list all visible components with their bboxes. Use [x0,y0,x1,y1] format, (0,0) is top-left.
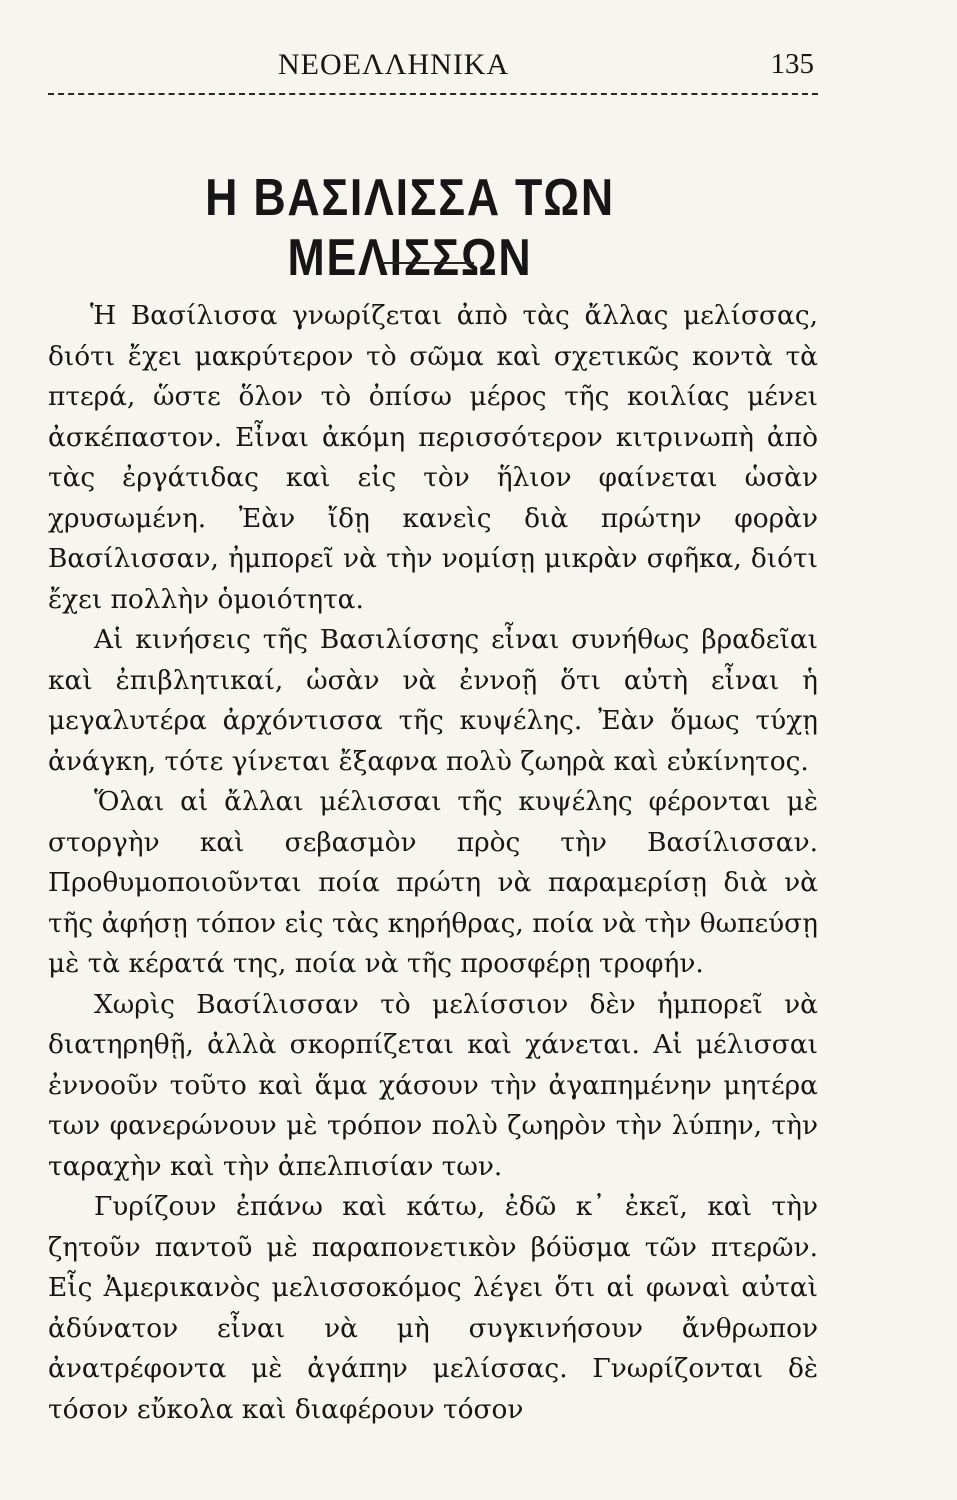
paragraph: Ἡ Βασίλισσα γνωρίζεται ἀπὸ τὰς ἄλλας μελίσσας, διότι ἔχει μακρύτερον τὸ σῶμα καὶ σχετικῶς κοντὰ τὰ πτερά, ὥστε ὅλον τὸ ὀπίσω μέρος τῆς κοιλίας μένει ἀσκέπαστον. Εἶναι ἀκόμη περισσότερον κιτρινωπὴ ἀπὸ τὰς ἐργάτιδας καὶ εἰς τὸν ἥλιον φαίνεται ὡσὰν χρυσωμένη. Ἐὰν ἴδῃ κανεὶς διὰ πρώτην φορὰν Βασίλισσαν, ἠμπορεῖ νὰ τὴν νομίσῃ μικρὰν σφῆκα, διότι ἔχει πολλὴν ὁμοιότητα. [48,300,818,615]
header-rule [48,93,818,95]
paragraph: Γυρίζουν ἐπάνω καὶ κάτω, ἐδῶ κ᾽ ἐκεῖ, καὶ τὴν ζητοῦν παντοῦ μὲ παραπονετικὸν βόϋσμα τῶν πτερῶν. Εἷς Ἀμερικανὸς μελισσοκόμος λέγει ὅτι αἱ φωναὶ αὐταὶ ἀδύνατον εἶναι νὰ μὴ συγκινήσουν ἄνθρωπον ἀνατρέφοντα μὲ ἀγάπην μελίσσας. Γνωρίζονται δὲ τόσον εὔκολα καὶ διαφέρουν τόσον [48,1191,818,1425]
article-body [48,296,818,1430]
paragraph: Ὅλαι αἱ ἄλλαι μέλισσαι τῆς κυψέλης φέρονται μὲ στοργὴν καὶ σεβασμὸν πρὸς τὴν Βασίλισσαν. Προθυμοποιοῦνται ποία πρώτη νὰ παραμερίσῃ διὰ νὰ τῆς ἀφήσῃ τόπον εἰς τὰς κηρήθρας, ποία νὰ τὴν θωπεύσῃ μὲ τὰ κέρατά της, ποία νὰ τῆς προσφέρῃ τροφήν. [48,786,818,979]
paragraph: Αἱ κινήσεις τῆς Βασιλίσσης εἶναι συνήθως βραδεῖαι καὶ ἐπιβλητικαί, ὡσὰν νὰ ἐννοῇ ὅτι αὐτὴ εἶναι ἡ μεγαλυτέρα ἀρχόντισσα τῆς κυψέλης. Ἐὰν ὅμως τύχῃ ἀνάγκη, τότε γίνεται ἔξαφνα πολὺ ζωηρὰ καὶ εὐκίνητος. [48,624,818,777]
paragraph: Χωρὶς Βασίλισσαν τὸ μελίσσιον δὲν ἠμπορεῖ νὰ διατηρηθῇ, ἀλλὰ σκορπίζεται καὶ χάνεται. Αἱ μέλισσαι ἐννοοῦν τοῦτο καὶ ἅμα χάσουν τὴν ἀγαπημένην μητέρα των φανερώνουν μὲ τρόπον πολὺ ζωηρὸν τὴν λύπην, τὴν ταραχὴν καὶ τὴν ἀπελπισίαν των. [48,988,818,1182]
article-title: Η ΒΑΣΙΛΙΣΣΑ ΤΩΝ ΜΕΛΙΣΣΩΝ [205,169,615,287]
title-rule [380,262,474,264]
page-number: 135 [770,48,814,80]
page-header [48,46,818,90]
running-title: ΝΕΟΕΛΛΗΝΙΚΑ [278,48,510,81]
